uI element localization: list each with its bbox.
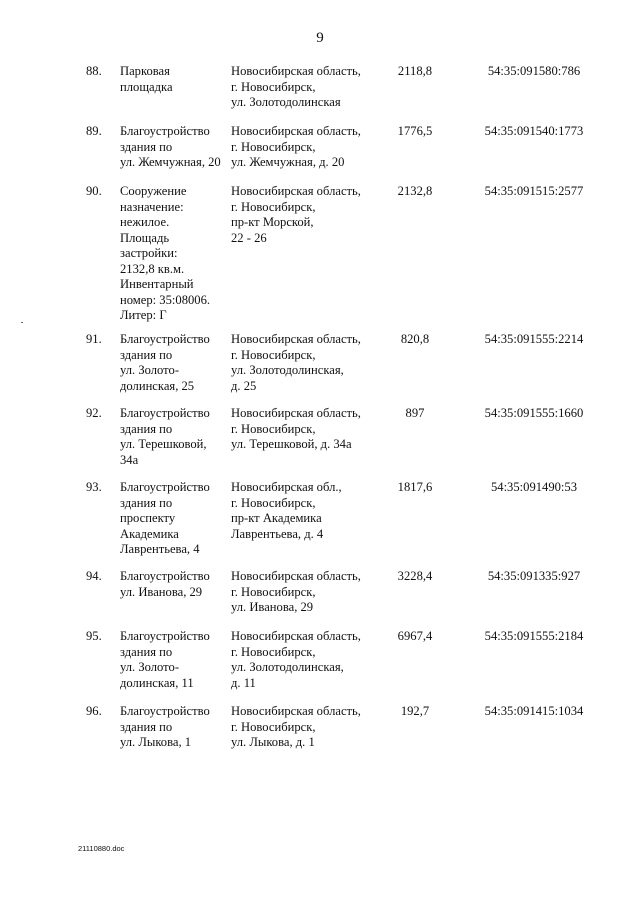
cadastral-number: 54:35:091540:1773 bbox=[484, 124, 584, 138]
object-name: Благоустройство здания по ул. Лыкова, 1 bbox=[120, 704, 210, 749]
object-address: Новосибирская область, г. Новосибирск, ул. Иванова, 29 bbox=[231, 569, 361, 614]
cadastral-number: 54:35:091555:2214 bbox=[484, 332, 584, 346]
cadastral-number: 54:35:091555:1660 bbox=[484, 406, 584, 420]
cadastral-number: 54:35:091580:786 bbox=[487, 64, 581, 78]
object-address: Новосибирская область, г. Новосибирск, пр-кт Морской, 22 - 26 bbox=[231, 184, 361, 245]
object-address: Новосибирская обл., г. Новосибирск, пр-кт Академика Лаврентьева, д. 4 bbox=[231, 480, 342, 541]
object-area: 6967,4 bbox=[397, 629, 433, 643]
cadastral-number: 54:35:091515:2577 bbox=[484, 184, 584, 198]
object-area: 3228,4 bbox=[397, 569, 433, 583]
object-name: Сооружение назначение: нежилое. Площадь застройки: 2132,8 кв.м. Инвентарный номер: 35:08006. Литер: Г bbox=[120, 184, 211, 322]
object-address: Новосибирская область, г. Новосибирск, ул. Терешковой, д. 34а bbox=[231, 406, 361, 451]
object-address: Новосибирская область, г. Новосибирск, ул. Золотодолинская bbox=[231, 64, 361, 109]
object-name: Благоустройство здания по ул. Золото- долинская, 11 bbox=[120, 629, 210, 690]
object-area: 1817,6 bbox=[397, 480, 433, 494]
cadastral-number: 54:35:091490:53 bbox=[490, 480, 578, 494]
object-name: Благоустройство ул. Иванова, 29 bbox=[120, 569, 210, 599]
object-name: Благоустройство здания по ул. Золото- долинская, 25 bbox=[120, 332, 210, 393]
item-number: 95. bbox=[86, 629, 102, 643]
object-area: 192,7 bbox=[400, 704, 430, 718]
item-number: 88. bbox=[86, 64, 102, 78]
object-name: Благоустройство здания по проспекту Академика Лаврентьева, 4 bbox=[120, 480, 210, 556]
object-name: Парковая площадка bbox=[120, 64, 173, 94]
object-area: 897 bbox=[405, 406, 425, 420]
item-number: 92. bbox=[86, 406, 102, 420]
item-number: 90. bbox=[86, 184, 102, 198]
object-name: Благоустройство здания по ул. Терешковой, 34а bbox=[120, 406, 210, 467]
cadastral-number: 54:35:091335:927 bbox=[487, 569, 581, 583]
item-number: 93. bbox=[86, 480, 102, 494]
footer-filename: 21110880.doc bbox=[78, 844, 125, 853]
item-number: 91. bbox=[86, 332, 102, 346]
object-name: Благоустройство здания по ул. Жемчужная, 20 bbox=[120, 124, 221, 169]
object-area: 2132,8 bbox=[397, 184, 433, 198]
item-number: 96. bbox=[86, 704, 102, 718]
object-address: Новосибирская область, г. Новосибирск, ул. Золотодолинская, д. 25 bbox=[231, 332, 361, 393]
object-address: Новосибирская область, г. Новосибирск, ул. Лыкова, д. 1 bbox=[231, 704, 361, 749]
item-number: 94. bbox=[86, 569, 102, 583]
object-address: Новосибирская область, г. Новосибирск, ул. Жемчужная, д. 20 bbox=[231, 124, 361, 169]
margin-mark bbox=[21, 322, 23, 323]
page-number: 9 bbox=[316, 30, 324, 46]
cadastral-number: 54:35:091555:2184 bbox=[484, 629, 584, 643]
object-area: 2118,8 bbox=[397, 64, 433, 78]
object-area: 1776,5 bbox=[397, 124, 433, 138]
cadastral-number: 54:35:091415:1034 bbox=[484, 704, 584, 718]
item-number: 89. bbox=[86, 124, 102, 138]
object-address: Новосибирская область, г. Новосибирск, ул. Золотодолинская, д. 11 bbox=[231, 629, 361, 690]
object-area: 820,8 bbox=[400, 332, 430, 346]
